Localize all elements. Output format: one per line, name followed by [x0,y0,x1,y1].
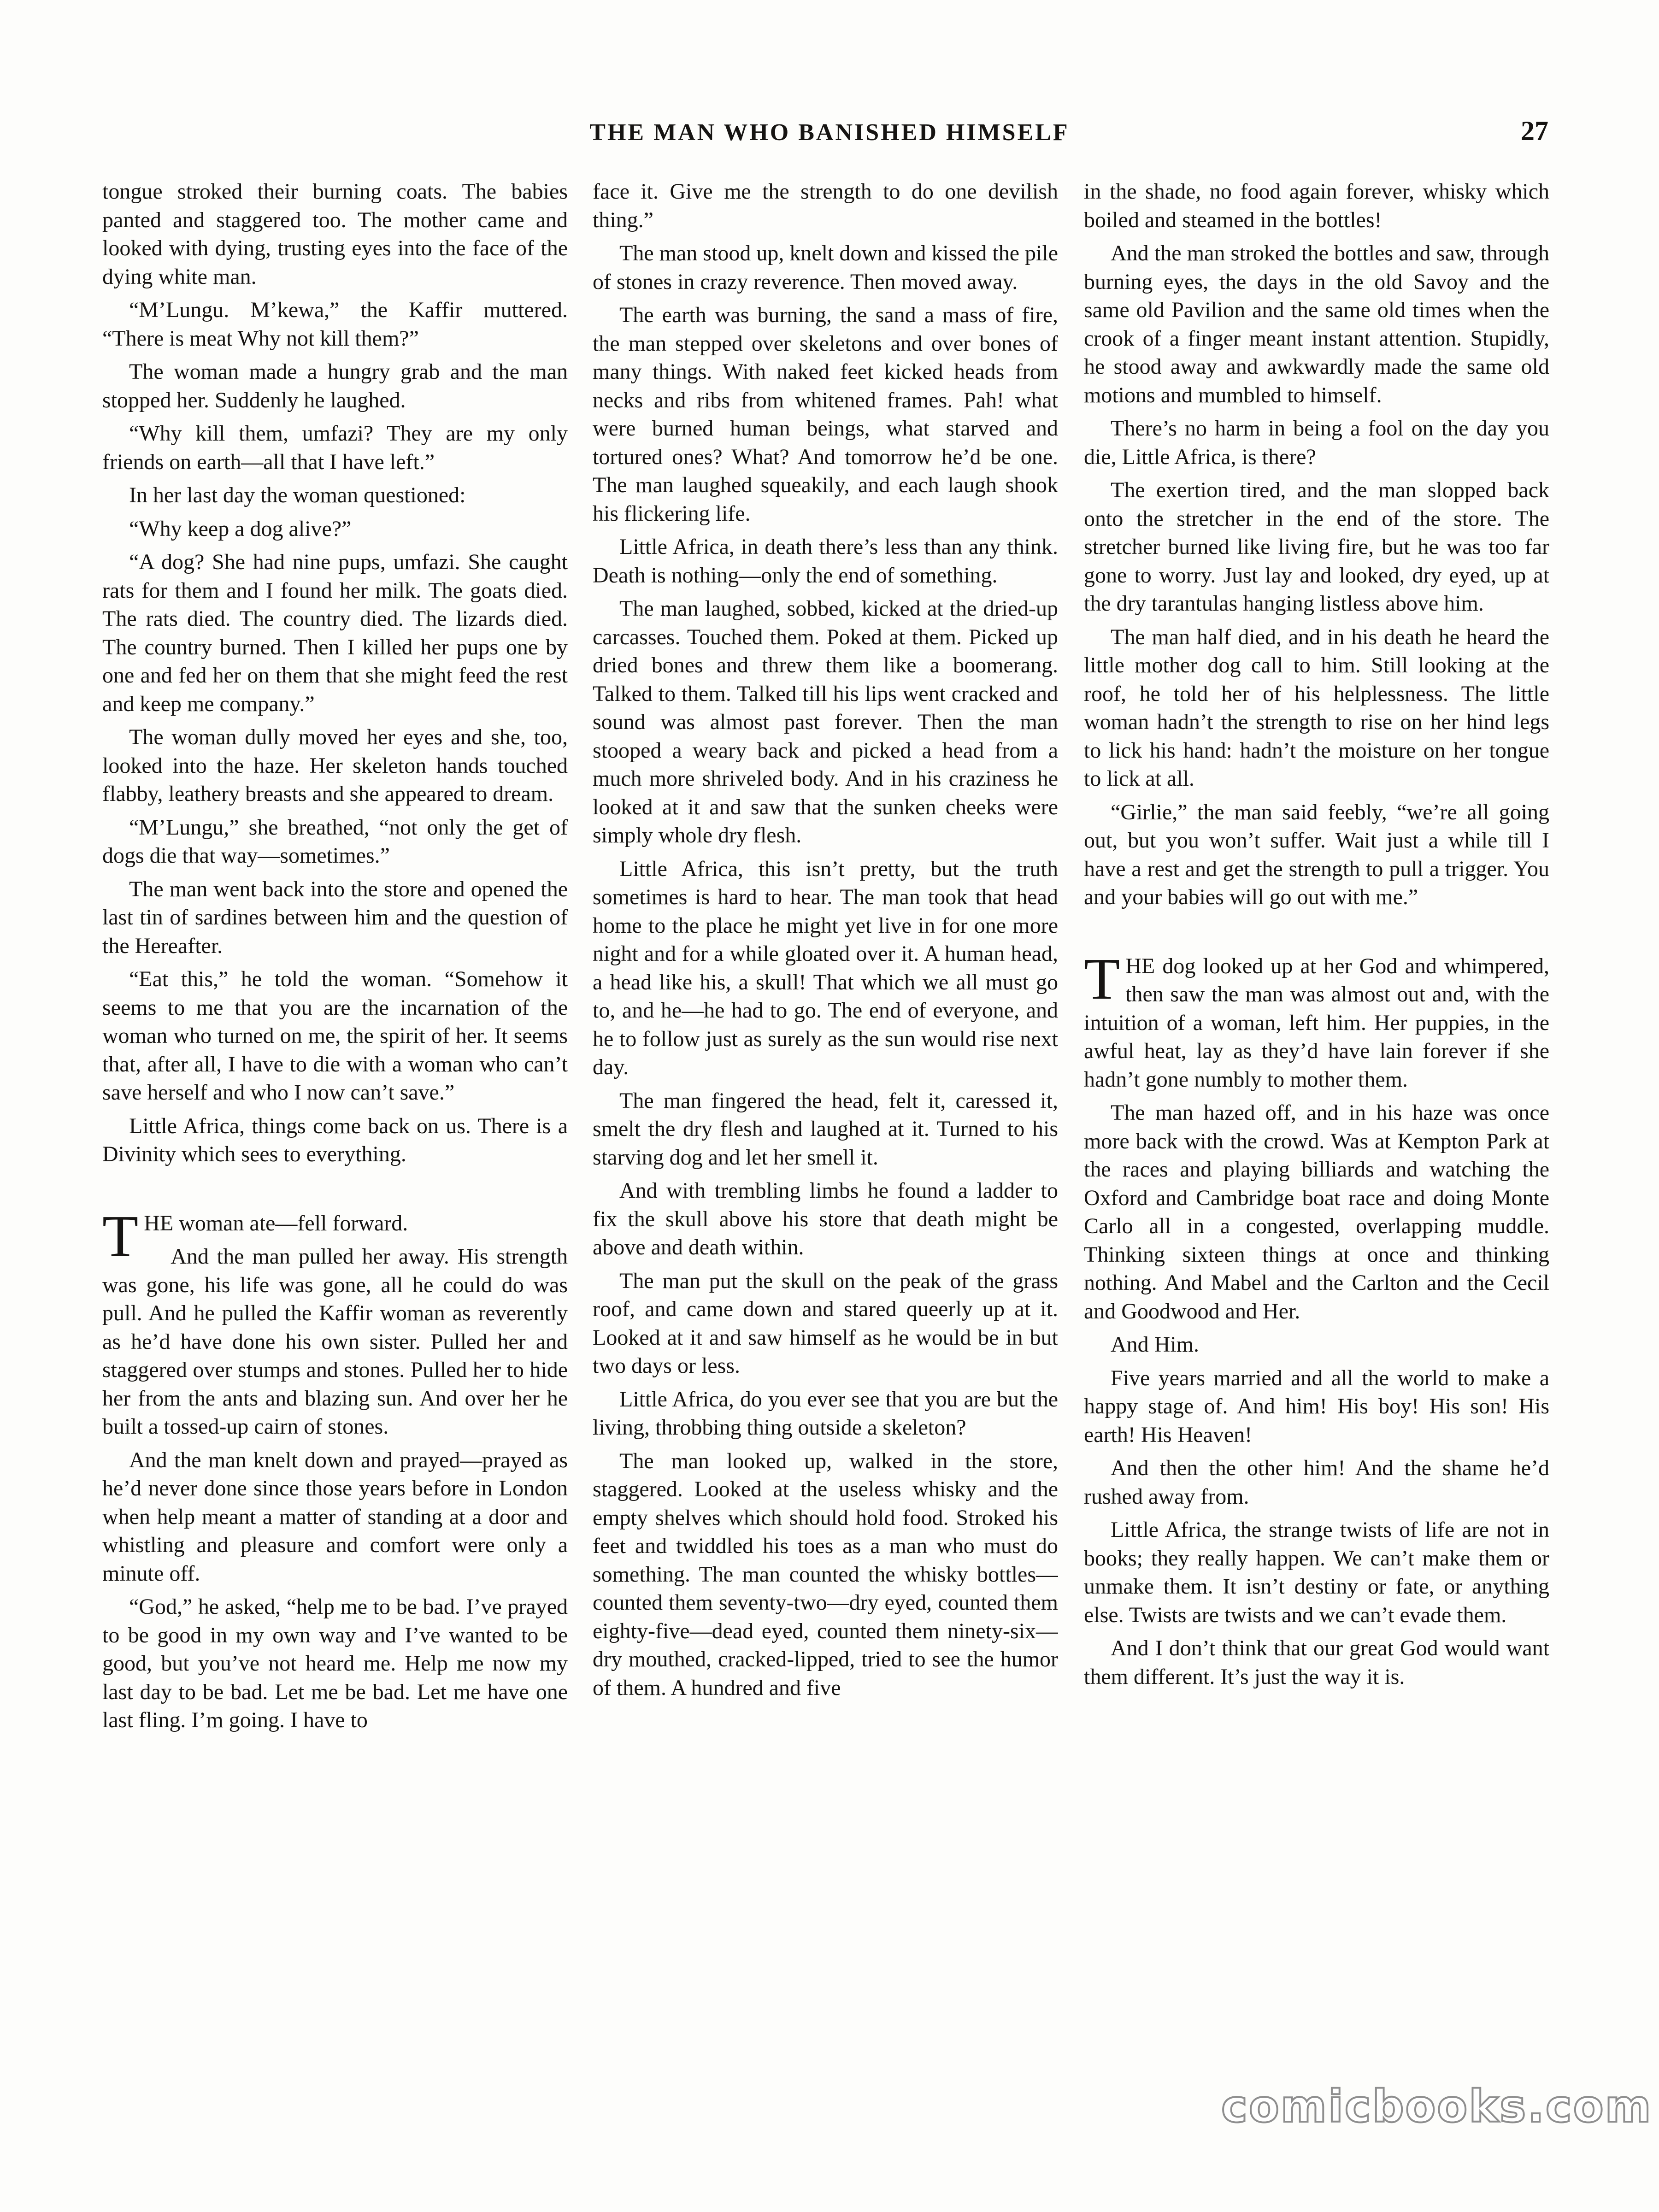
paragraph [1084,1634,1549,1691]
paragraph [1084,946,1549,1094]
paragraph [102,1112,568,1169]
paragraph-text: The earth was burning, the sand a mass of fire, the man stepped over skeletons and over bones of many things. With naked feet kicked heads from necks and ribs from whitened frames. Pah! what were burned human beings, what starved and tortured ones? What? And tomorrow he’d be one. The man laughed squeakily, and each laugh shook his flickering life. [593,303,1058,526]
paragraph-text: HE woman ate—fell forward. [144,1211,408,1235]
paragraph-text: The woman made a hungry grab and the man stopped her. Suddenly he laughed. [102,359,568,412]
paragraph-text: Little Africa, the strange twists of life are not in books; they really happen. We can’t make them or unmake them. It isn’t destiny or fate, or anything else. Twists are twists and we can’t evade them. [1084,1518,1549,1627]
paragraph-text: Little Africa, in death there’s less than any think. Death is nothing—only the end of something. [593,535,1058,588]
paragraph [1084,623,1549,793]
text-column-1 [102,177,568,2090]
site-watermark: comicbooks.com [1221,2081,1653,2132]
paragraph-text: And the man knelt down and prayed—prayed as he’d never done since those years before in London when help meant a matter of standing at a door and whistling and pleasure and comfort were only a minute off. [102,1447,568,1586]
paragraph [102,875,568,960]
paragraph [102,358,568,414]
paragraph [1084,1454,1549,1511]
paragraph-text: The man put the skull on the peak of the grass roof, and came down and stared queerly up at it. Looked at it and saw himself as he would be in but two days or less. [593,1268,1058,1378]
paragraph-text: And then the other him! And the shame he’d rushed away from. [1084,1456,1549,1509]
paragraph [593,1177,1058,1262]
paragraph [1084,239,1549,409]
paragraph [593,1447,1058,1702]
paragraph-text: “M’Lungu,” she breathed, “not only the get of dogs die that way—sometimes.” [102,815,568,868]
drop-cap: T [102,1203,139,1269]
paragraph-text: face it. Give me the strength to do one devilish thing.” [593,179,1058,232]
paragraph-text: The man fingered the head, felt it, caressed it, smelt the dry flesh and laughed at it. Turned to his starving dog and let her smell it. [593,1088,1058,1170]
paragraph-text: The man looked up, walked in the store, staggered. Looked at the useless whisky and the empty shelves which should hold food. Stroked his feet and twiddled his toes as a man who must do something. The man counted the whisky bottles—counted them seventy-two—dry eyed, counted them eighty-five—dead eyed, counted them ninety-six—dry mouthed, cracked-lipped, tried to see the humor of them. A hundred and five [593,1448,1058,1700]
paragraph [1084,414,1549,471]
paragraph-text: “A dog? She had nine pups, umfazi. She caught rats for them and I found her milk. The goats died. The rats died. The country died. The lizards died. The country burned. Then I killed her pups one by one and fed her on them that she might feed the rest and keep me company.” [102,550,568,716]
paragraph [593,239,1058,296]
paragraph-text: “God,” he asked, “help me to be bad. I’ve prayed to be good in my own way and I’ve wanted to be good, but you’ve not heard me. Help me now my last day to be bad. Let me be bad. Let me have one last fling. I’m going. I have to [102,1594,568,1732]
paragraph [102,177,568,291]
paragraph [102,1593,568,1735]
paragraph-text: The man stood up, knelt down and kissed the pile of stones in crazy reverence. Then moved away. [593,241,1058,294]
paragraph [102,813,568,870]
paragraph-text: The woman dully moved her eyes and she, too, looked into the haze. Her skeleton hands touched flabby, leathery breasts and she appeared to dream. [102,725,568,806]
paragraph [593,1087,1058,1172]
paragraph-text: The man laughed, sobbed, kicked at the dried-up carcasses. Touched them. Poked at them. Picked up dried bones and threw them like a boomerang. Talked to them. Talked till his lips went cracked and sound was almost past forever. Then the man stooped a weary back and picked a head from a much more shriveled body. And in his craziness he looked at it and saw that the sunken cheeks were simply whole dry flesh. [593,596,1058,847]
paragraph [593,533,1058,589]
running-title: THE MAN WHO BANISHED HIMSELF [589,119,1070,146]
paragraph-text: HE dog looked up at her God and whimpered, then saw the man was almost out and, with the intuition of a woman, left him. Her puppies, in the awful heat, lay as they’d have lain forever if she hadn’t gone numbly to mother them. [1084,953,1549,1092]
paragraph [1084,177,1549,234]
paragraph-text: “Why kill them, umfazi? They are my only friends on earth—all that I have left.” [102,421,568,474]
paragraph [1084,1330,1549,1359]
paragraph-text: Little Africa, this isn’t pretty, but the truth sometimes is hard to hear. The man took that head home to the place he might yet live in for one more night and for a while gloated over it. A human head, a head like his, a skull! That which we all must go to, and he—he had to go. The end of everyone, and he to follow just as surely as the sun would rise next day. [593,856,1058,1079]
paragraph-text: “Girlie,” the man said feebly, “we’re all going out, but you won’t suffer. Wait just a while till I have a rest and get the strength to pull a trigger. You and your babies will go out with me.” [1084,800,1549,909]
paragraph [102,965,568,1107]
paragraph [102,515,568,543]
paragraph [102,548,568,718]
paragraph-text: “M’Lungu. M’kewa,” the Kaffir muttered. “There is meat Why not kill them?” [102,298,568,351]
paragraph [593,855,1058,1082]
text-column-2 [593,177,1058,2090]
text-column-3 [1084,177,1549,2090]
paragraph [593,301,1058,528]
paragraph-text: In her last day the woman questioned: [129,483,466,507]
paragraph-text: Little Africa, things come back on us. There is a Divinity which sees to everything. [102,1113,568,1166]
paragraph [102,1203,568,1269]
paragraph [102,1446,568,1588]
paragraph-text: tongue stroked their burning coats. The babies panted and staggered too. The mother came and looked with dying, trusting eyes into the face of the dying white man. [102,179,568,289]
paragraph [102,419,568,476]
paragraph [1084,1516,1549,1629]
paragraph [593,1267,1058,1380]
paragraph [1084,798,1549,912]
paragraph [1084,1099,1549,1325]
paragraph [593,177,1058,234]
paragraph-text: The exertion tired, and the man slopped back onto the stretcher in the end of the store. The stretcher burned like living fire, but he was too far gone to worry. Just lay and looked, dry eyed, up at the dry tarantulas hanging listless above him. [1084,478,1549,616]
paragraph-text: There’s no harm in being a fool on the day you die, Little Africa, is there? [1084,416,1549,469]
paragraph-text: The man went back into the store and opened the last tin of sardines between him and the question of the Hereafter. [102,877,568,958]
paragraph-text: And with trembling limbs he found a ladder to fix the skull above his store that death might be above and death within. [593,1178,1058,1259]
paragraph-text: The man hazed off, and in his haze was once more back with the crowd. Was at Kempton Park at the races and playing billiards and watching the Oxford and Cambridge boat race and doing Monte Carlo all in a congested, overlapping muddle. Thinking sixteen things at once and thinking nothing. And Mabel and the Carlton and the Cecil and Goodwood and Her. [1084,1100,1549,1324]
paragraph [593,594,1058,850]
paragraph [593,1385,1058,1442]
paragraph-text: And the man pulled her away. His strength was gone, his life was gone, all he could do was pull. And he pulled the Kaffir woman as reverently as he’d have done his own sister. Pulled her and staggered over stumps and stones. Pulled her to hide her from the ants and blazing sun. And over her he built a tossed-up cairn of stones. [102,1244,568,1439]
paragraph [102,296,568,353]
paragraph-text: “Eat this,” he told the woman. “Somehow it seems to me that you are the incarnation of the woman who turned on me, the spirit of her. It seems that, after all, I have to die with a woman who can’t save herself and who I now can’t save.” [102,967,568,1105]
paragraph-text: And Him. [1111,1332,1199,1357]
paragraph [102,723,568,808]
paragraph-text: And I don’t think that our great God would want them different. It’s just the way it is. [1084,1636,1549,1689]
paragraph-text: Little Africa, do you ever see that you are but the living, throbbing thing outside a skeleton? [593,1387,1058,1440]
page-number: 27 [1521,116,1548,146]
paragraph-text: “Why keep a dog alive?” [129,516,352,541]
paragraph [1084,1364,1549,1449]
paragraph-text: And the man stroked the bottles and saw, through burning eyes, the days in the old Savoy and the same old Pavilion and the same old times when the crook of a finger meant instant attention. Stupidly, he stood away and awkwardly made the same old motions and mumbled to himself. [1084,241,1549,407]
paragraph-text: in the shade, no food again forever, whisky which boiled and steamed in the bottles! [1084,179,1549,232]
paragraph [102,481,568,510]
paragraph [1084,476,1549,618]
paragraph-text: The man half died, and in his death he heard the little mother dog call to him. Still looking at the roof, he told her of his helplessness. The little woman hadn’t the strength to rise on her hind legs to lick his hand: hadn’t the moisture on her tongue to lick at all. [1084,624,1549,791]
paragraph-text: Five years married and all the world to make a happy stage of. And him! His boy! His son! His earth! His Heaven! [1084,1365,1549,1447]
drop-cap: T [1084,946,1120,1012]
paragraph [102,1242,568,1441]
